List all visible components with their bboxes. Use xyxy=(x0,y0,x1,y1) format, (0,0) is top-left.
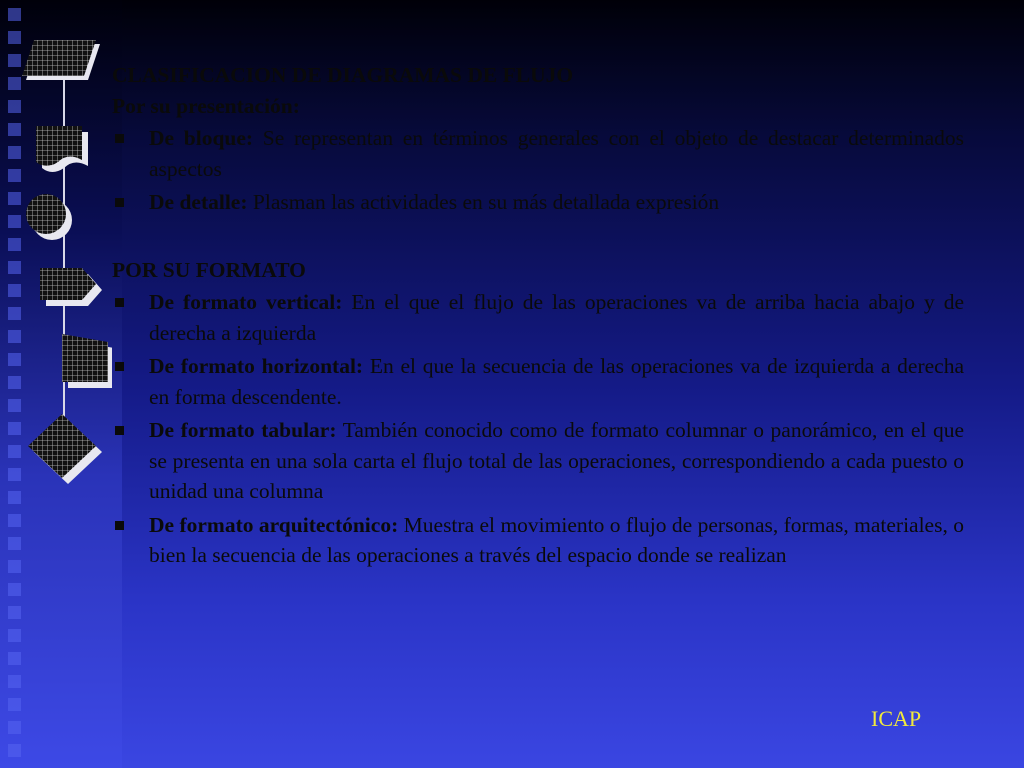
flowchart-symbols-decoration xyxy=(22,40,112,500)
section-gap xyxy=(112,221,964,255)
decorative-square xyxy=(8,169,21,182)
document-icon xyxy=(36,126,88,172)
decorative-square xyxy=(8,606,21,619)
decorative-square xyxy=(8,491,21,504)
list-item xyxy=(112,287,964,348)
decorative-square xyxy=(8,399,21,412)
decorative-square xyxy=(8,192,21,205)
decorative-square xyxy=(8,422,21,435)
decorative-square xyxy=(8,353,21,366)
diamond-icon xyxy=(28,414,102,484)
decorative-square xyxy=(8,215,21,228)
item-text: También conocido como de formato columnar o panorámico, en el que se presenta en una sola carta el flujo total de las operaciones, correspondiendo a cada puesto o unidad una columna xyxy=(149,418,965,503)
decorative-side-panel xyxy=(0,0,122,768)
decorative-square xyxy=(8,238,21,251)
presentation-list xyxy=(112,123,964,218)
decorative-square xyxy=(8,261,21,274)
footer-label: ICAP xyxy=(871,706,922,731)
decorative-square xyxy=(8,675,21,688)
section-heading-presentation: Por su presentación: xyxy=(112,93,300,118)
decorative-square xyxy=(8,583,21,596)
decorative-square xyxy=(8,330,21,343)
decorative-square xyxy=(8,537,21,550)
list-item xyxy=(112,510,964,571)
item-text: Se representan en términos generales con el objeto de destacar determinados aspectos xyxy=(149,126,964,181)
item-text: Plasman las actividades en su más detallada expresión xyxy=(247,190,720,214)
arrow-icon xyxy=(40,268,102,306)
item-term: De formato horizontal: xyxy=(149,354,364,378)
decorative-square xyxy=(8,514,21,527)
decorative-square xyxy=(8,445,21,458)
decorative-square xyxy=(8,77,21,90)
format-list xyxy=(112,287,964,571)
square-bullet-icon xyxy=(115,362,124,371)
decorative-square xyxy=(8,468,21,481)
square-bullet-icon xyxy=(115,521,124,530)
square-bullet-icon xyxy=(115,426,124,435)
decorative-square xyxy=(8,100,21,113)
decorative-square xyxy=(8,652,21,665)
item-text: Muestra el movimiento o flujo de personas, formas, materiales, o bien la secuencia de las operaciones a través del espacio donde se realizan xyxy=(149,512,965,567)
list-item xyxy=(112,415,964,507)
decorative-square xyxy=(8,8,21,21)
decorative-square xyxy=(8,698,21,711)
section-heading-format: POR SU FORMATO xyxy=(112,257,306,282)
manual-input-icon xyxy=(62,334,112,388)
decorative-square xyxy=(8,744,21,757)
parallelogram-icon xyxy=(22,40,100,80)
decorative-square xyxy=(8,284,21,297)
item-term: De formato vertical: xyxy=(149,290,343,314)
decorative-square xyxy=(8,54,21,67)
list-item xyxy=(112,351,964,412)
decorative-square xyxy=(8,629,21,642)
item-text: En el que la secuencia de las operaciones va de izquierda a derecha en forma descendente. xyxy=(149,354,964,409)
item-term: De detalle: xyxy=(149,190,248,214)
item-text: En el que el flujo de las operaciones va de arriba hacia abajo y de derecha a izquierda xyxy=(149,290,964,345)
circle-icon xyxy=(26,194,72,240)
decorative-square xyxy=(8,376,21,389)
square-bullet-icon xyxy=(115,298,124,307)
slide-title: CLASIFICACION DE DIAGRAMAS DE FLUJO xyxy=(112,63,574,87)
decorative-square xyxy=(8,307,21,320)
item-term: De formato arquitectónico: xyxy=(149,512,399,537)
list-item xyxy=(112,123,964,184)
decorative-square xyxy=(8,31,21,44)
decorative-square xyxy=(8,721,21,734)
decorative-square xyxy=(8,146,21,159)
decorative-square xyxy=(8,123,21,136)
square-bullet-icon xyxy=(115,134,124,143)
square-bullet-icon xyxy=(115,198,124,207)
item-term: De formato tabular: xyxy=(149,418,337,442)
decorative-square xyxy=(8,560,21,573)
item-term: De bloque: xyxy=(149,126,254,150)
slide-body xyxy=(112,60,964,574)
list-item xyxy=(112,187,964,218)
